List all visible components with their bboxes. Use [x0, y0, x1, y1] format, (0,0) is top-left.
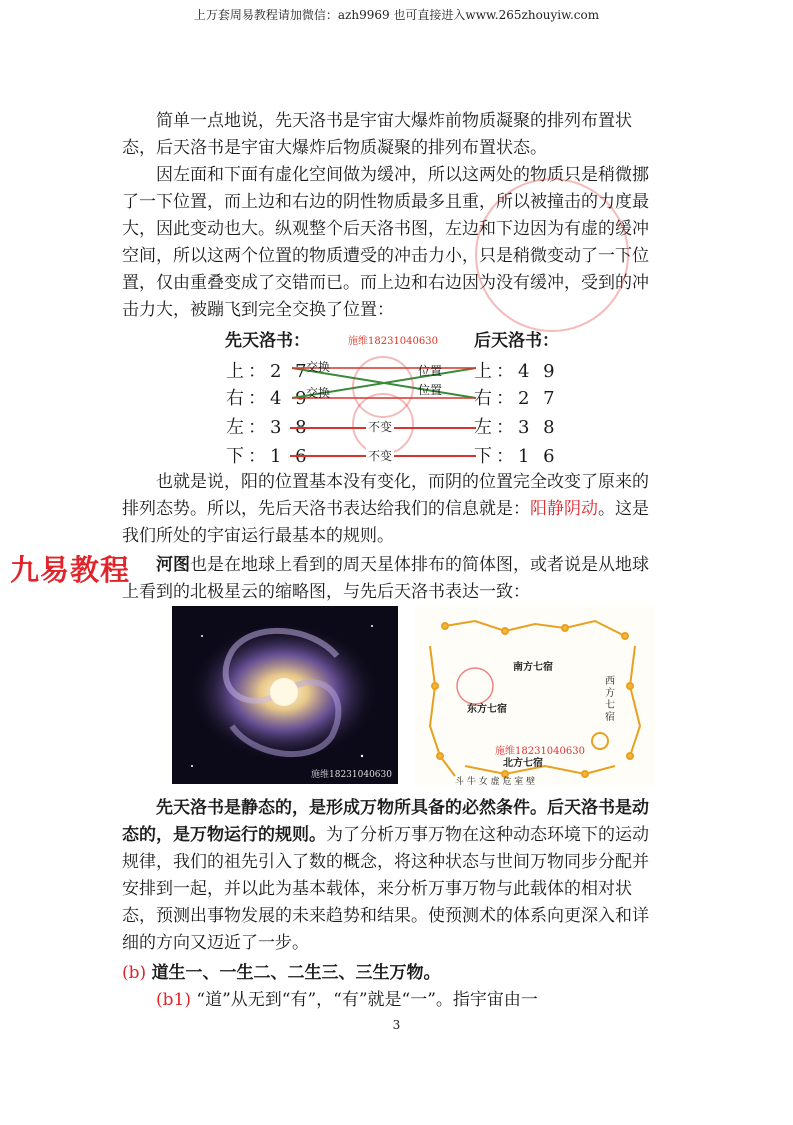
paragraph-5 [122, 795, 662, 957]
left-row-2: 右：4 9 [226, 388, 311, 409]
seal-stamp [475, 178, 629, 332]
galaxy-image [172, 606, 398, 784]
stamp-number: 施维18231040630 [348, 336, 438, 347]
star-mansions-image [415, 606, 655, 786]
paragraph-3-tail: 。这是我们所处的宇宙运行最基本的规则。 [122, 499, 649, 546]
paragraph-5-text: 为了分析万事万物在这种动态环境下的运动规律，我们的祖先引入了数的概念，将这种状态与世间万物同步分配并安排到一起，并以此为基本载体，来分析万事万物与此载体的相对状态，预测出事物发展的未来趋势和结果。使预测术的体系向更深入和详细的方向又迈近了一步。 [122, 825, 649, 953]
section-b1-text: “道”从无到“有”，“有”就是“一”。指宇宙由一 [196, 990, 538, 1010]
paragraph-5-bold: 先天洛书是静态的，是形成万物所具备的必然条件。后天洛书是动态的，是万物运行的规则。 [122, 798, 649, 845]
paragraph-4-text: 也是在地球上看到的周天星体排布的简体图，或者说是从地球上看到的北极星云的缩略图，与先后天洛书表达一致： [122, 555, 649, 602]
north-mansion-names: 斗 牛 女 虚 危 室 壁 [455, 777, 536, 787]
paragraph-3-text: 也就是说，阳的位置基本没有变化，而阴的位置完全改变了原来的排列态势。所以，先后天洛书表达给我们的信息就是： [122, 472, 649, 519]
watermark-logo-text: 九易教程 [10, 553, 131, 587]
row2-mid-a: 交换 [306, 386, 331, 400]
east-mansions: 东方七宿 [467, 704, 507, 715]
left-row-1: 上：2 7 [226, 361, 311, 382]
row2-mid-b: 位置 [418, 383, 443, 397]
right-row-4: 下：1 6 [474, 446, 559, 467]
section-b [122, 960, 662, 1014]
xiantian-title: 先天洛书： [225, 331, 310, 351]
row3-mid: 不变 [368, 420, 393, 434]
right-row-1: 上：4 9 [474, 361, 559, 382]
right-row-2: 右：2 7 [474, 388, 559, 409]
row1-mid-a: 交换 [306, 360, 331, 374]
row1-mid-b: 位置 [418, 364, 443, 378]
houtian-title: 后天洛书： [474, 331, 559, 351]
south-mansions: 南方七宿 [513, 662, 553, 673]
hetu-term: 河图 [156, 555, 190, 575]
page-number: 3 [392, 1018, 401, 1032]
left-row-3: 左：3 8 [226, 417, 311, 438]
highlight-yang-yin: 阳静阴动 [530, 499, 598, 519]
galaxy-caption: 施维18231040630 [311, 770, 392, 780]
page-header: 上万套周易教程请加微信：azh9969 也可直接进入www.265zhouyiw.com [193, 8, 600, 22]
left-row-4: 下：1 6 [226, 446, 311, 467]
west-mansions: 西方七宿 [605, 676, 615, 723]
paragraph-3 [122, 469, 662, 550]
paragraph-2: 因左面和下面有虚化空间做为缓冲，所以这两处的物质只是稍微挪了一下位置，而上边和右边的阴性物质最多且重，所以被撞击的力度最大，因此变动也大。纵观整个后天洛书图，左边和下边因为有虚的缓冲空间，所以这两个位置的物质遭受的冲击力小，只是稍微变动了一下位置，仅由重叠变成了交错而已。而上边和右边因为没有缓冲，受到的冲击力大，被蹦飞到完全交换了位置： [122, 165, 649, 320]
section-b-heading: 道生一、一生二、二生三、三生万物。 [151, 963, 441, 983]
section-b-label: (b) [122, 963, 147, 983]
paragraph-4 [122, 552, 662, 606]
stars-stamp: 施维18231040630 [495, 746, 585, 757]
row4-mid: 不变 [368, 449, 393, 463]
paragraph-1: 简单一点地说，先天洛书是宇宙大爆炸前物质凝聚的排列布置状态，后天洛书是宇宙大爆炸后物质凝聚的排列布置状态。 [122, 111, 632, 158]
section-b1-label: (b1) [156, 990, 191, 1010]
north-mansions: 北方七宿 [503, 758, 543, 769]
right-row-3: 左：3 8 [474, 417, 559, 438]
